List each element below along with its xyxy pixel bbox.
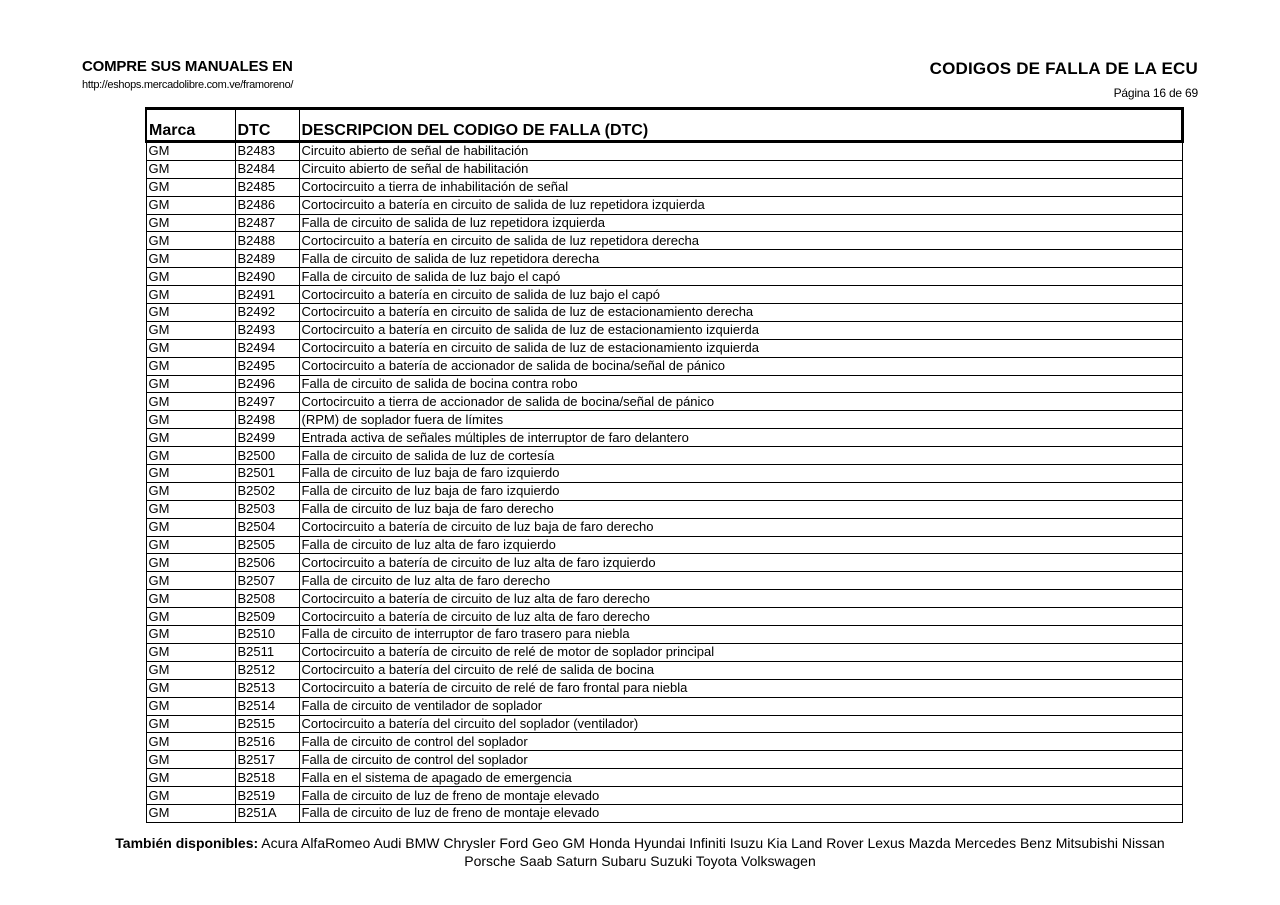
table-row <box>146 178 1183 196</box>
cell-description: Circuito abierto de señal de habilitación <box>299 160 1183 178</box>
cell-dtc: B2510 <box>235 626 299 644</box>
cell-dtc: B2504 <box>235 518 299 536</box>
cell-marca: GM <box>146 679 235 697</box>
footer-label: También disponibles: <box>115 835 259 851</box>
cell-description: Cortocircuito a batería en circuito de salida de luz bajo el capó <box>299 286 1183 304</box>
cell-dtc: B2484 <box>235 160 299 178</box>
table-row <box>146 536 1183 554</box>
cell-marca: GM <box>146 643 235 661</box>
cell-description: Falla de circuito de luz baja de faro izquierdo <box>299 465 1183 483</box>
cell-dtc: B2506 <box>235 554 299 572</box>
table-row <box>146 769 1183 787</box>
cell-description: Cortocircuito a batería de circuito de luz alta de faro izquierdo <box>299 554 1183 572</box>
cell-marca: GM <box>146 232 235 250</box>
cell-description: Entrada activa de señales múltiples de interruptor de faro delantero <box>299 429 1183 447</box>
cell-marca: GM <box>146 160 235 178</box>
table-row <box>146 787 1183 805</box>
table-row <box>146 232 1183 250</box>
table-row <box>146 429 1183 447</box>
cell-dtc: B2513 <box>235 679 299 697</box>
cell-marca: GM <box>146 321 235 339</box>
table-row <box>146 608 1183 626</box>
table-row <box>146 142 1183 161</box>
cell-marca: GM <box>146 697 235 715</box>
cell-marca: GM <box>146 375 235 393</box>
table-row <box>146 482 1183 500</box>
cell-marca: GM <box>146 804 235 822</box>
cell-marca: GM <box>146 518 235 536</box>
cell-description: Cortocircuito a batería de circuito de relé de motor de soplador principal <box>299 643 1183 661</box>
cell-marca: GM <box>146 178 235 196</box>
cell-dtc: B2494 <box>235 339 299 357</box>
cell-dtc: B2517 <box>235 751 299 769</box>
cell-dtc: B2490 <box>235 268 299 286</box>
footer-brands-line2: Porsche Saab Saturn Subaru Suzuki Toyota Volkswagen <box>464 853 816 869</box>
cell-dtc: B2488 <box>235 232 299 250</box>
table-row <box>146 804 1183 822</box>
cell-dtc: B2499 <box>235 429 299 447</box>
table-row <box>146 500 1183 518</box>
cell-description: Cortocircuito a batería de circuito de luz alta de faro derecho <box>299 590 1183 608</box>
table-row <box>146 715 1183 733</box>
cell-dtc: B251A <box>235 804 299 822</box>
table-row <box>146 751 1183 769</box>
cell-description: Falla de circuito de interruptor de faro trasero para niebla <box>299 626 1183 644</box>
table-row <box>146 697 1183 715</box>
cell-marca: GM <box>146 751 235 769</box>
cell-dtc: B2496 <box>235 375 299 393</box>
cell-description: Falla de circuito de salida de bocina contra robo <box>299 375 1183 393</box>
cell-dtc: B2511 <box>235 643 299 661</box>
table-row <box>146 733 1183 751</box>
cell-marca: GM <box>146 465 235 483</box>
cell-marca: GM <box>146 357 235 375</box>
cell-marca: GM <box>146 787 235 805</box>
footer-available-brands <box>90 834 1190 870</box>
cell-marca: GM <box>146 661 235 679</box>
cell-description: Falla de circuito de salida de luz repetidora derecha <box>299 250 1183 268</box>
table-row <box>146 626 1183 644</box>
cell-description: Cortocircuito a batería de circuito de relé de faro frontal para niebla <box>299 679 1183 697</box>
cell-description: Cortocircuito a batería en circuito de salida de luz repetidora izquierda <box>299 196 1183 214</box>
cell-dtc: B2507 <box>235 572 299 590</box>
table-row <box>146 304 1183 322</box>
table-row <box>146 643 1183 661</box>
column-header-dtc: DTC <box>235 109 299 142</box>
table-row <box>146 411 1183 429</box>
cell-description: Falla de circuito de salida de luz repetidora izquierda <box>299 214 1183 232</box>
cell-marca: GM <box>146 626 235 644</box>
cell-description: Cortocircuito a batería del circuito de relé de salida de bocina <box>299 661 1183 679</box>
cell-dtc: B2489 <box>235 250 299 268</box>
cell-description: (RPM) de soplador fuera de límites <box>299 411 1183 429</box>
cell-marca: GM <box>146 608 235 626</box>
cell-marca: GM <box>146 339 235 357</box>
cell-description: Cortocircuito a tierra de inhabilitación de señal <box>299 178 1183 196</box>
cell-dtc: B2502 <box>235 482 299 500</box>
cell-description: Falla de circuito de ventilador de soplador <box>299 697 1183 715</box>
cell-marca: GM <box>146 590 235 608</box>
cell-description: Cortocircuito a batería en circuito de salida de luz de estacionamiento izquierda <box>299 339 1183 357</box>
cell-dtc: B2501 <box>235 465 299 483</box>
shop-heading: COMPRE SUS MANUALES EN <box>82 58 293 75</box>
cell-description: Falla de circuito de salida de luz bajo el capó <box>299 268 1183 286</box>
cell-description: Cortocircuito a batería en circuito de salida de luz de estacionamiento izquierda <box>299 321 1183 339</box>
cell-marca: GM <box>146 393 235 411</box>
table-row <box>146 465 1183 483</box>
cell-description: Falla de circuito de salida de luz de cortesía <box>299 447 1183 465</box>
cell-dtc: B2508 <box>235 590 299 608</box>
cell-marca: GM <box>146 250 235 268</box>
cell-dtc: B2498 <box>235 411 299 429</box>
cell-description: Cortocircuito a batería de accionador de salida de bocina/señal de pánico <box>299 357 1183 375</box>
cell-dtc: B2487 <box>235 214 299 232</box>
cell-description: Cortocircuito a batería en circuito de salida de luz repetidora derecha <box>299 232 1183 250</box>
cell-dtc: B2486 <box>235 196 299 214</box>
cell-description: Falla de circuito de control del soplador <box>299 751 1183 769</box>
page-number: Página 16 de 69 <box>1113 86 1198 100</box>
table-row <box>146 375 1183 393</box>
table-row <box>146 357 1183 375</box>
cell-dtc: B2519 <box>235 787 299 805</box>
cell-marca: GM <box>146 429 235 447</box>
cell-description: Falla de circuito de luz de freno de montaje elevado <box>299 804 1183 822</box>
cell-description: Cortocircuito a batería de circuito de luz alta de faro derecho <box>299 608 1183 626</box>
cell-dtc: B2483 <box>235 142 299 161</box>
cell-marca: GM <box>146 447 235 465</box>
cell-description: Cortocircuito a tierra de accionador de salida de bocina/señal de pánico <box>299 393 1183 411</box>
table-row <box>146 286 1183 304</box>
table-row <box>146 268 1183 286</box>
column-header-description: DESCRIPCION DEL CODIGO DE FALLA (DTC) <box>299 109 1183 142</box>
table-row <box>146 160 1183 178</box>
cell-dtc: B2500 <box>235 447 299 465</box>
cell-marca: GM <box>146 500 235 518</box>
column-header-marca: Marca <box>146 109 235 142</box>
dtc-table <box>145 107 1184 823</box>
cell-dtc: B2505 <box>235 536 299 554</box>
cell-description: Cortocircuito a batería en circuito de salida de luz de estacionamiento derecha <box>299 304 1183 322</box>
cell-dtc: B2509 <box>235 608 299 626</box>
cell-dtc: B2497 <box>235 393 299 411</box>
shop-url[interactable]: http://eshops.mercadolibre.com.ve/framoreno/ <box>82 79 294 91</box>
cell-marca: GM <box>146 572 235 590</box>
cell-dtc: B2516 <box>235 733 299 751</box>
cell-description: Circuito abierto de señal de habilitación <box>299 142 1183 161</box>
cell-dtc: B2485 <box>235 178 299 196</box>
table-row <box>146 196 1183 214</box>
table-row <box>146 214 1183 232</box>
cell-marca: GM <box>146 304 235 322</box>
cell-dtc: B2503 <box>235 500 299 518</box>
cell-dtc: B2515 <box>235 715 299 733</box>
cell-description: Falla de circuito de luz alta de faro izquierdo <box>299 536 1183 554</box>
table-row <box>146 393 1183 411</box>
table-row <box>146 554 1183 572</box>
cell-marca: GM <box>146 214 235 232</box>
footer-brands-line1: Acura AlfaRomeo Audi BMW Chrysler Ford Geo GM Honda Hyundai Infiniti Isuzu Kia Land Rover Lexus Mazda Mercedes Benz Mitsubishi Nissan <box>261 835 1165 851</box>
cell-dtc: B2518 <box>235 769 299 787</box>
cell-marca: GM <box>146 196 235 214</box>
table-row <box>146 321 1183 339</box>
cell-description: Falla en el sistema de apagado de emergencia <box>299 769 1183 787</box>
cell-description: Falla de circuito de control del soplador <box>299 733 1183 751</box>
cell-marca: GM <box>146 286 235 304</box>
table-row <box>146 518 1183 536</box>
cell-marca: GM <box>146 715 235 733</box>
cell-dtc: B2493 <box>235 321 299 339</box>
table-row <box>146 447 1183 465</box>
table-row <box>146 339 1183 357</box>
cell-marca: GM <box>146 268 235 286</box>
cell-marca: GM <box>146 769 235 787</box>
table-row <box>146 572 1183 590</box>
cell-description: Falla de circuito de luz de freno de montaje elevado <box>299 787 1183 805</box>
table-row <box>146 679 1183 697</box>
cell-marca: GM <box>146 482 235 500</box>
cell-description: Falla de circuito de luz baja de faro derecho <box>299 500 1183 518</box>
page-header-left <box>82 58 293 91</box>
cell-dtc: B2514 <box>235 697 299 715</box>
cell-description: Cortocircuito a batería del circuito del soplador (ventilador) <box>299 715 1183 733</box>
table-row <box>146 590 1183 608</box>
cell-description: Falla de circuito de luz alta de faro derecho <box>299 572 1183 590</box>
cell-marca: GM <box>146 536 235 554</box>
cell-dtc: B2492 <box>235 304 299 322</box>
cell-description: Falla de circuito de luz baja de faro izquierdo <box>299 482 1183 500</box>
cell-dtc: B2512 <box>235 661 299 679</box>
cell-marca: GM <box>146 554 235 572</box>
table-header-row <box>146 109 1183 142</box>
cell-marca: GM <box>146 733 235 751</box>
page-header-right <box>930 59 1198 100</box>
document-title: CODIGOS DE FALLA DE LA ECU <box>929 59 1198 78</box>
table-row <box>146 250 1183 268</box>
table-body <box>146 142 1183 823</box>
cell-marca: GM <box>146 411 235 429</box>
cell-dtc: B2491 <box>235 286 299 304</box>
cell-description: Cortocircuito a batería de circuito de luz baja de faro derecho <box>299 518 1183 536</box>
table-row <box>146 661 1183 679</box>
cell-dtc: B2495 <box>235 357 299 375</box>
cell-marca: GM <box>146 142 235 161</box>
